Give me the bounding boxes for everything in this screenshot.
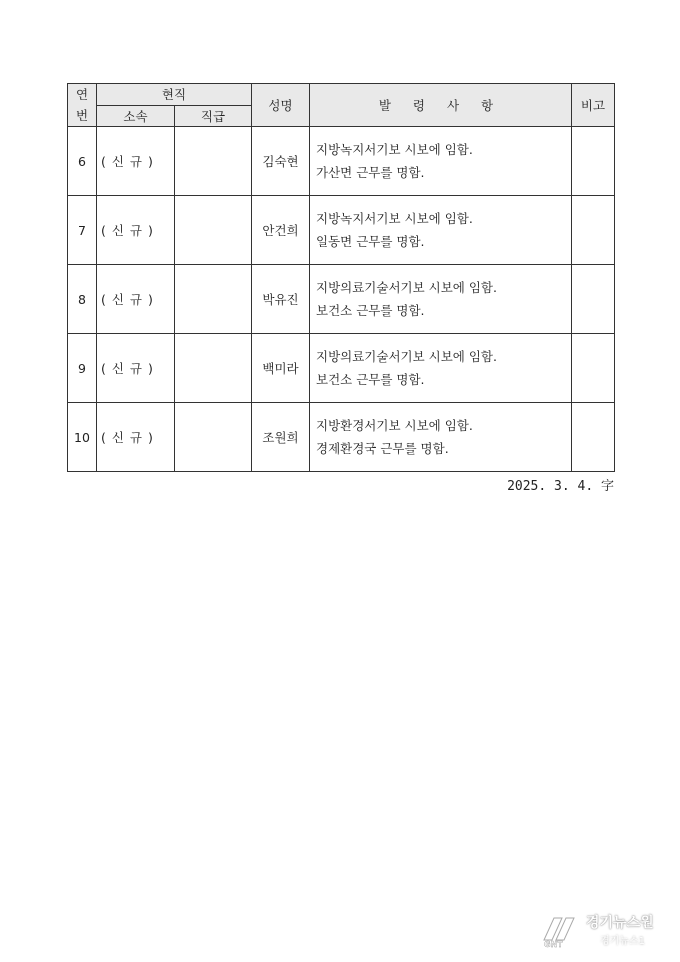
header-seq bbox=[68, 84, 97, 127]
table-row bbox=[68, 334, 615, 403]
header-name: 성명 bbox=[252, 84, 310, 127]
document-date: 2025. 3. 4. 字 bbox=[507, 479, 614, 494]
row-rank bbox=[175, 127, 252, 196]
row-affiliation: ( 신 규 ) bbox=[97, 403, 175, 472]
row-remarks bbox=[572, 265, 615, 334]
header-seq-top: 연 bbox=[75, 87, 89, 102]
table-row bbox=[68, 196, 615, 265]
header-affiliation: 소속 bbox=[97, 105, 175, 127]
row-details-line1: 지방녹지서기보 시보에 임함. bbox=[316, 211, 473, 226]
row-remarks bbox=[572, 196, 615, 265]
news-logo-icon bbox=[540, 912, 584, 948]
row-seq: 9 bbox=[68, 334, 97, 403]
row-name: 안건희 bbox=[252, 196, 310, 265]
row-rank bbox=[175, 196, 252, 265]
row-details-line2: 경제환경국 근무를 명함. bbox=[316, 441, 449, 456]
row-affiliation: ( 신 규 ) bbox=[97, 127, 175, 196]
table-row bbox=[68, 127, 615, 196]
row-details-line2: 보건소 근무를 명함. bbox=[316, 372, 425, 387]
header-rank: 직급 bbox=[175, 105, 252, 127]
row-remarks bbox=[572, 403, 615, 472]
row-name: 조원희 bbox=[252, 403, 310, 472]
row-affiliation: ( 신 규 ) bbox=[97, 334, 175, 403]
appointment-table bbox=[67, 83, 615, 472]
row-remarks bbox=[572, 127, 615, 196]
row-details bbox=[310, 196, 572, 265]
row-affiliation: ( 신 규 ) bbox=[97, 265, 175, 334]
header-remarks: 비고 bbox=[572, 84, 615, 127]
watermark-title: 경기뉴스원 bbox=[586, 915, 654, 931]
row-details-line2: 가산면 근무를 명함. bbox=[316, 165, 425, 180]
row-details-line1: 지방의료기술서기보 시보에 임함. bbox=[316, 349, 497, 364]
row-rank bbox=[175, 403, 252, 472]
header-seq-bottom: 번 bbox=[75, 108, 89, 123]
row-name: 박유진 bbox=[252, 265, 310, 334]
watermark-subtitle: 경기뉴스1 bbox=[600, 936, 646, 947]
table-row bbox=[68, 403, 615, 472]
row-details bbox=[310, 403, 572, 472]
row-details-line2: 일동면 근무를 명함. bbox=[316, 234, 425, 249]
row-details-line2: 보건소 근무를 명함. bbox=[316, 303, 425, 318]
row-affiliation: ( 신 규 ) bbox=[97, 196, 175, 265]
table-row bbox=[68, 265, 615, 334]
row-details bbox=[310, 265, 572, 334]
row-details-line1: 지방환경서기보 시보에 임함. bbox=[316, 418, 473, 433]
row-seq: 7 bbox=[68, 196, 97, 265]
row-rank bbox=[175, 334, 252, 403]
logo-text: GNT bbox=[544, 940, 563, 948]
row-name: 백미라 bbox=[252, 334, 310, 403]
row-seq: 10 bbox=[68, 403, 97, 472]
header-current-position: 현직 bbox=[97, 84, 252, 106]
row-details bbox=[310, 334, 572, 403]
row-seq: 6 bbox=[68, 127, 97, 196]
row-remarks bbox=[572, 334, 615, 403]
row-details bbox=[310, 127, 572, 196]
row-rank bbox=[175, 265, 252, 334]
row-details-line1: 지방녹지서기보 시보에 임함. bbox=[316, 142, 473, 157]
row-name: 김숙현 bbox=[252, 127, 310, 196]
header-details: 발 령 사 항 bbox=[310, 84, 572, 127]
watermark bbox=[540, 910, 670, 950]
row-details-line1: 지방의료기술서기보 시보에 임함. bbox=[316, 280, 497, 295]
row-seq: 8 bbox=[68, 265, 97, 334]
